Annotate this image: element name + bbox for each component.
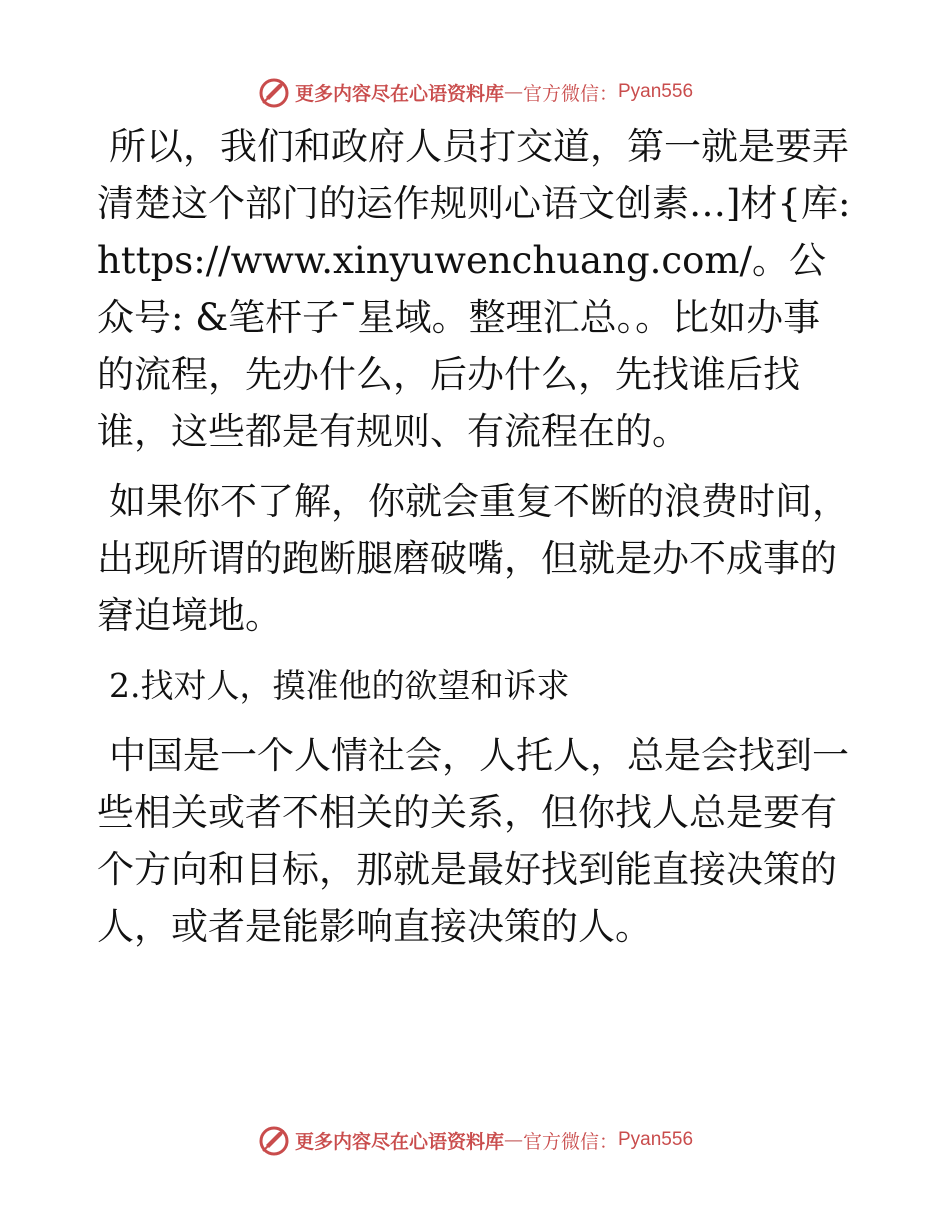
paragraph-1: 所以，我们和政府人员打交道，第一就是要弄清楚这个部门的运作规则心语文创素…]材{库: https://www.xinyuwenchuang.com/。公众号: &笔杆子¯星域。整理汇总。。比如办事的流程，先办什么，后办什么，先找谁后找谁，这些都是有规则、有流程在的。 [97,125,851,453]
banner-separator: — [503,1129,523,1151]
banner-separator: — [503,81,523,103]
paragraph-3: 中国是一个人情社会，人托人，总是会找到一些相关或者不相关的关系，但你找人总是要有个方向和目标，那就是最好找到能直接决策的人，或者是能影响直接决策的人。 [97,734,849,948]
banner-site-text: 更多内容尽在心语资料库 [294,82,504,105]
document-body [97,118,857,968]
banner-wechat-id: Pyan556 [618,1129,694,1150]
pen-nib-logo-icon [257,1123,291,1157]
header-banner [0,72,950,112]
banner-site-text: 更多内容尽在心语资料库 [294,1130,504,1153]
section-heading: 2.找对人，摸准他的欲望和诉求 [109,666,570,705]
banner-wechat-label: 官方微信： [522,1130,618,1153]
banner-wechat-id: Pyan556 [618,81,694,102]
paragraph-2: 如果你不了解，你就会重复不断的浪费时间，出现所谓的跑断腿磨破嘴，但就是办不成事的窘迫境地。 [97,480,849,637]
footer-banner [0,1120,950,1160]
banner-wechat-label: 官方微信： [522,82,618,105]
pen-nib-logo-icon [257,75,291,109]
